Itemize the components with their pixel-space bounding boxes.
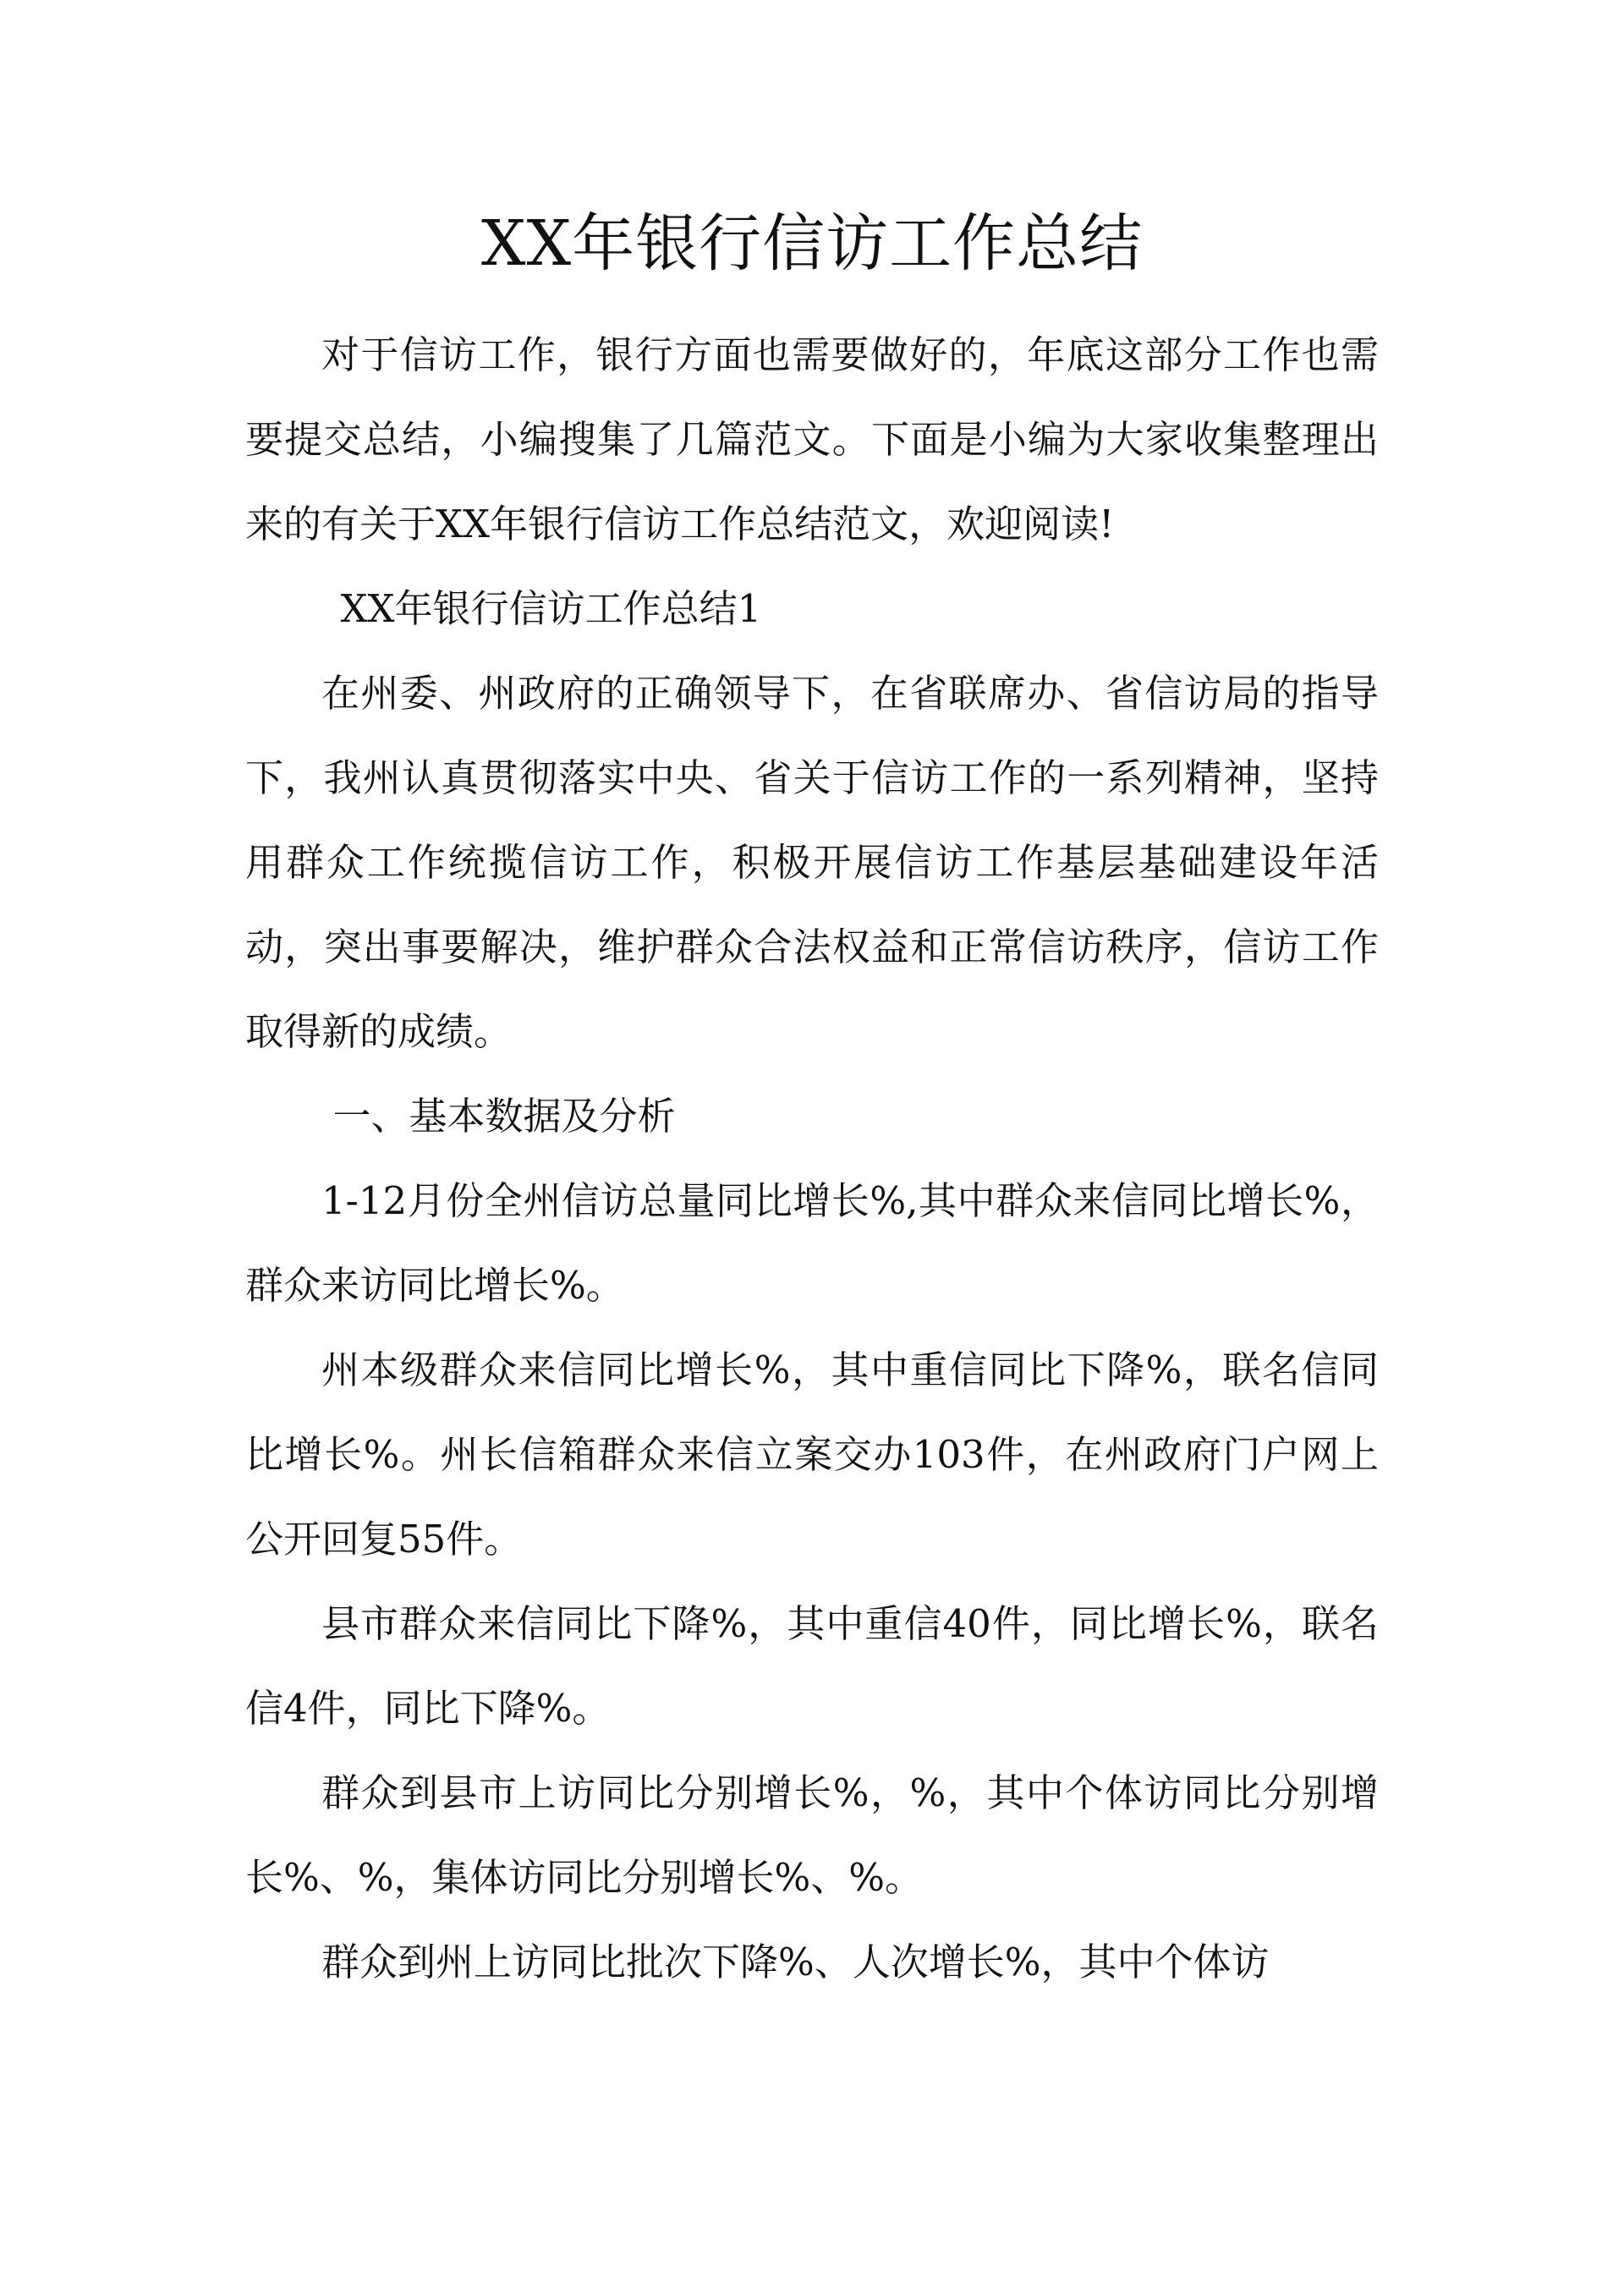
document-page (245, 184, 1379, 2005)
section-heading-basic-data: 一、基本数据及分析 (332, 1094, 676, 1139)
body-paragraph-3: 州本级群众来信同比增长%，其中重信同比下降%，联名信同比增长%。州长信箱群众来信立案交办103件，在州政府门户网上公开回复55件。 (245, 1347, 1379, 1561)
document-title: XX年银行信访工作总结 (480, 207, 1144, 280)
body-paragraph-6: 群众到州上访同比批次下降%、人次增长%，其中个体访 (321, 1940, 1270, 1984)
intro-paragraph: 对于信访工作，银行方面也需要做好的，年底这部分工作也需要提交总结，小编搜集了几篇范文。下面是小编为大家收集整理出来的有关于XX年银行信访工作总结范文，欢迎阅读! (245, 332, 1379, 546)
body-paragraph-1: 在州委、州政府的正确领导下，在省联席办、省信访局的指导下，我州认真贯彻落实中央、省关于信访工作的一系列精神，坚持用群众工作统揽信访工作，积极开展信访工作基层基础建设年活动，突出事要解决，维护群众合法权益和正常信访秩序，信访工作取得新的成绩。 (245, 671, 1379, 1054)
section-subtitle: XX年银行信访工作总结1 (340, 586, 762, 631)
body-paragraph-4: 县市群众来信同比下降%，其中重信40件，同比增长%，联名信4件，同比下降%。 (245, 1601, 1379, 1731)
body-paragraph-2: 1-12月份全州信访总量同比增长%,其中群众来信同比增长%，群众来访同比增长%。 (245, 1178, 1379, 1308)
body-paragraph-5: 群众到县市上访同比分别增长%，%，其中个体访同比分别增长%、%，集体访同比分别增长%、%。 (245, 1770, 1379, 1900)
